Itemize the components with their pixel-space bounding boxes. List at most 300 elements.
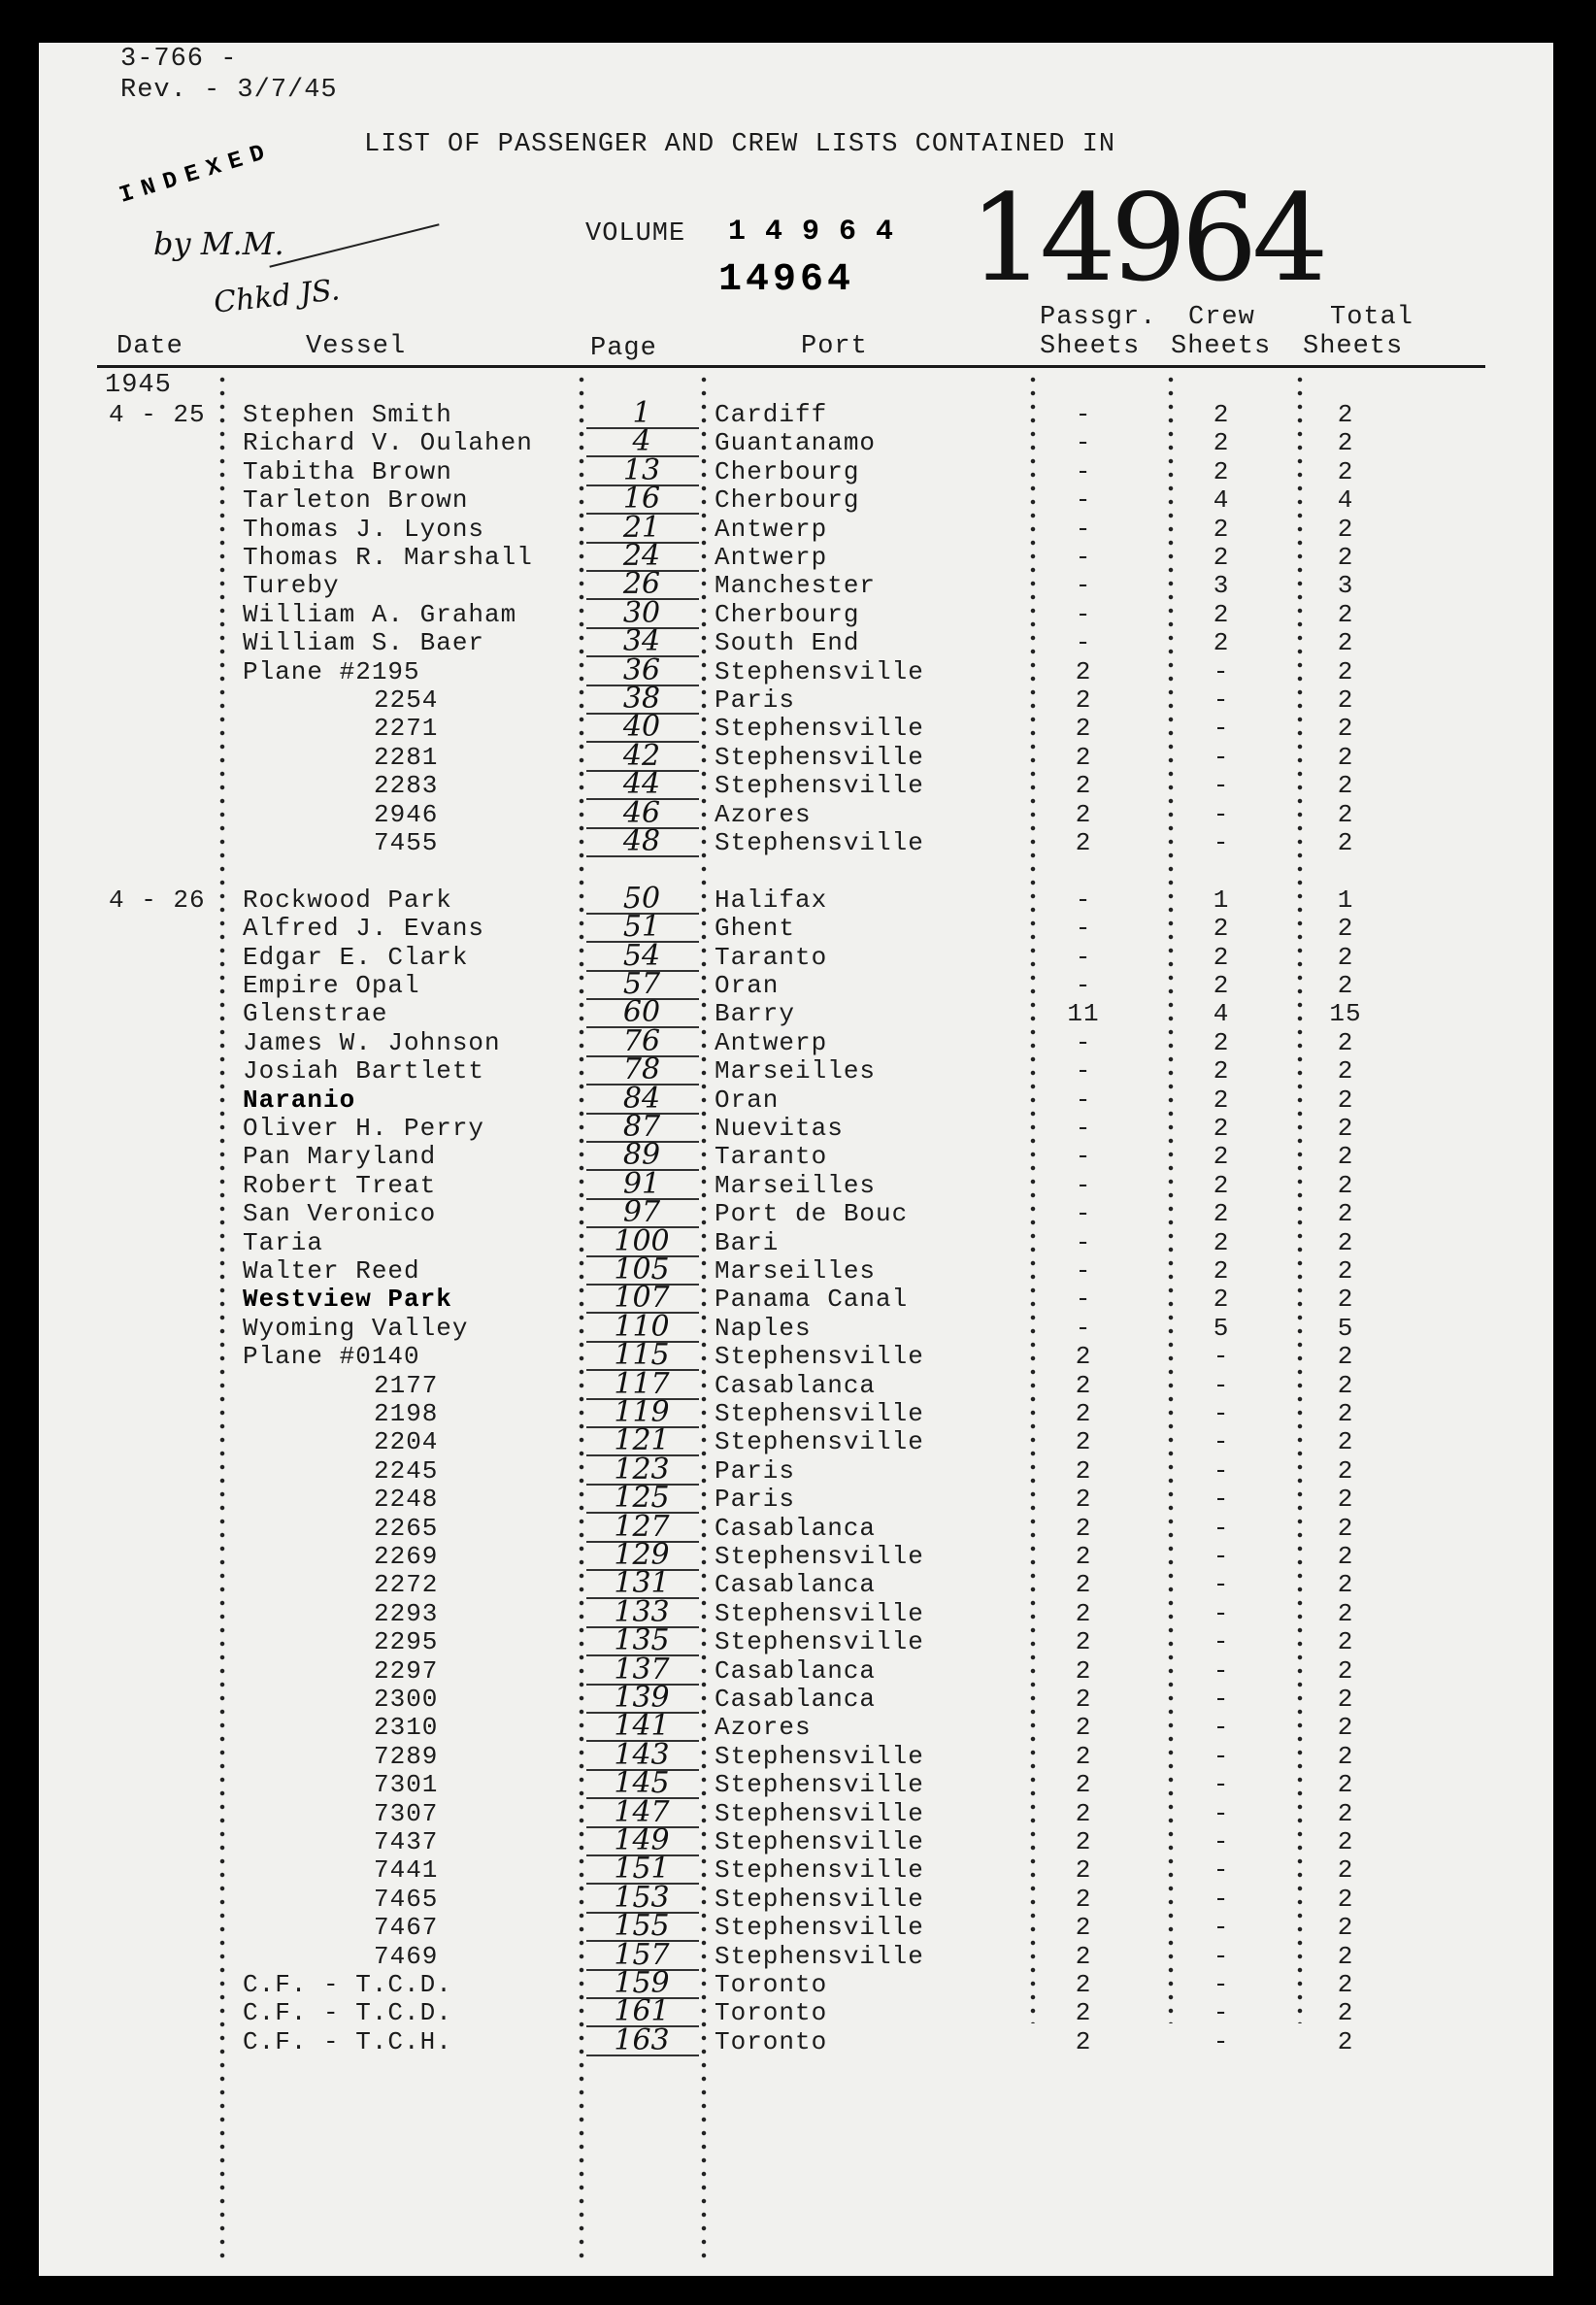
total-sheets: 2 <box>1337 599 1354 629</box>
page-number: 40 <box>622 710 661 745</box>
total-sheets: 2 <box>1337 656 1354 686</box>
port-name: Guantanamo <box>715 428 877 458</box>
port-name: Barry <box>715 999 796 1029</box>
total-sheets: 2 <box>1337 1399 1354 1428</box>
passenger-column-dots <box>1030 373 1036 2023</box>
total-sheets: 2 <box>1337 828 1354 857</box>
total-sheets: 2 <box>1337 1655 1354 1686</box>
crew-sheets: 2 <box>1213 971 1230 1000</box>
passenger-sheets: - <box>1075 1313 1092 1343</box>
total-sheets: 2 <box>1337 1627 1354 1657</box>
total-sheets: 2 <box>1337 799 1354 829</box>
port-name: Stephensville <box>715 1770 924 1800</box>
crew-sheets: - <box>1213 2026 1230 2056</box>
page-number: 163 <box>614 2022 670 2057</box>
crew-sheets: - <box>1213 1513 1230 1543</box>
port-name: Paris <box>715 685 796 715</box>
page-number: 153 <box>614 1880 670 1915</box>
port-name: Port de Bouc <box>715 1199 909 1229</box>
passenger-sheets: - <box>1075 599 1092 629</box>
crew-sheets: 2 <box>1213 942 1230 972</box>
total-sheets: 2 <box>1337 1598 1354 1628</box>
crew-sheets: 2 <box>1213 543 1230 572</box>
vessel-name: Tarleton Brown <box>243 485 469 516</box>
vessel-name: Robert Treat <box>243 1170 437 1200</box>
passenger-sheets: - <box>1075 1199 1092 1229</box>
crew-sheets: 2 <box>1213 456 1230 486</box>
crew-sheets: 4 <box>1213 999 1230 1029</box>
passenger-sheets: - <box>1075 971 1092 1000</box>
page-number: 155 <box>614 1909 670 1944</box>
vessel-name: 2272 <box>374 1570 439 1600</box>
crew-sheets: 2 <box>1213 1085 1230 1115</box>
passenger-sheets: 2 <box>1075 828 1092 857</box>
page-number: 157 <box>614 1937 670 1972</box>
page-number: 145 <box>614 1766 670 1801</box>
total-sheets: 2 <box>1337 1770 1354 1800</box>
page-number: 137 <box>614 1652 670 1687</box>
passenger-sheets: 2 <box>1075 1713 1092 1743</box>
total-sheets: 2 <box>1337 714 1354 744</box>
page-number: 127 <box>614 1509 670 1544</box>
total-sheets: 2 <box>1337 942 1354 972</box>
passenger-sheets: 2 <box>1075 1913 1092 1943</box>
page-number: 54 <box>622 938 661 973</box>
vessel-name: 7441 <box>374 1855 439 1886</box>
vessel-name: 7301 <box>374 1770 439 1800</box>
passenger-sheets: 2 <box>1075 1798 1092 1828</box>
port-name: Stephensville <box>715 1542 924 1571</box>
col-total-sheets-l1: Total <box>1330 303 1414 332</box>
page-number: 50 <box>622 881 661 916</box>
passenger-sheets: - <box>1075 400 1092 429</box>
indexed-stamp: INDEXED <box>116 138 277 210</box>
page-column-dots-left <box>579 373 584 2266</box>
vessel-name: Empire Opal <box>243 971 420 1000</box>
passenger-sheets: - <box>1075 1142 1092 1172</box>
total-sheets: 2 <box>1337 1027 1354 1057</box>
total-sheets: 2 <box>1337 1199 1354 1229</box>
total-sheets: 2 <box>1337 1342 1354 1372</box>
vessel-name: C.F. - T.C.D. <box>243 1970 452 1999</box>
page-number: 141 <box>614 1709 670 1744</box>
total-sheets: 2 <box>1337 1056 1354 1086</box>
crew-sheets: 1 <box>1213 885 1230 915</box>
page-number: 100 <box>614 1223 670 1258</box>
volume-handwritten-number: 14964 <box>969 169 1323 309</box>
port-name: Marseilles <box>715 1256 877 1286</box>
passenger-sheets: - <box>1075 1227 1092 1257</box>
crew-sheets: 2 <box>1213 1256 1230 1286</box>
total-sheets: 2 <box>1337 1285 1354 1315</box>
crew-sheets: 2 <box>1213 514 1230 544</box>
crew-sheets: - <box>1213 799 1230 829</box>
crew-sheets: - <box>1213 1342 1230 1372</box>
total-sheets: 2 <box>1337 742 1354 772</box>
passenger-sheets: 2 <box>1075 1827 1092 1856</box>
port-name: Panama Canal <box>715 1285 909 1315</box>
port-name: Stephensville <box>715 771 924 801</box>
port-name: Stephensville <box>715 1342 924 1372</box>
total-sheets: 2 <box>1337 914 1354 944</box>
passenger-sheets: 2 <box>1075 1455 1092 1486</box>
vessel-name: Walter Reed <box>243 1256 420 1286</box>
vessel-name: 7455 <box>374 828 439 857</box>
total-sheets: 2 <box>1337 971 1354 1000</box>
vessel-name: San Veronico <box>243 1199 437 1229</box>
passenger-sheets: - <box>1075 628 1092 658</box>
vessel-name: Richard V. Oulahen <box>243 428 533 458</box>
port-name: Stephensville <box>715 1855 924 1886</box>
vessel-name: 2204 <box>374 1427 439 1457</box>
page-number: 117 <box>614 1366 670 1401</box>
crew-sheets: 2 <box>1213 1285 1230 1315</box>
passenger-sheets: - <box>1075 428 1092 458</box>
total-sheets: 2 <box>1337 1970 1354 1999</box>
vessel-name: Naranio <box>243 1085 356 1115</box>
page-number: 107 <box>614 1281 670 1316</box>
vessel-name: Tureby <box>243 571 340 601</box>
total-sheets: 2 <box>1337 428 1354 458</box>
passenger-sheets: 2 <box>1075 1655 1092 1686</box>
port-name: Stephensville <box>715 828 924 857</box>
passenger-sheets: 2 <box>1075 1542 1092 1571</box>
volume-stamp-number: 14964 <box>718 258 855 302</box>
total-sheets: 2 <box>1337 1256 1354 1286</box>
total-sheets: 1 <box>1337 885 1354 915</box>
header-rule <box>97 365 1485 368</box>
crew-sheets: 2 <box>1213 1170 1230 1200</box>
total-sheets: 2 <box>1337 1685 1354 1714</box>
col-vessel: Vessel <box>306 332 407 361</box>
page-number: 24 <box>622 539 661 573</box>
total-sheets: 15 <box>1329 999 1362 1029</box>
vessel-name: Pan Maryland <box>243 1142 437 1172</box>
passenger-sheets: 2 <box>1075 1342 1092 1372</box>
col-total-sheets-l2: Sheets <box>1303 332 1404 361</box>
page-number: 76 <box>622 1023 661 1058</box>
port-name: Oran <box>715 1085 780 1115</box>
total-sheets: 4 <box>1337 485 1354 516</box>
page-number: 147 <box>614 1794 670 1829</box>
page-number: 60 <box>622 995 661 1030</box>
passenger-sheets: 2 <box>1075 1998 1092 2028</box>
vessel-name: Thomas J. Lyons <box>243 514 485 544</box>
total-sheets: 2 <box>1337 514 1354 544</box>
passenger-sheets: - <box>1075 571 1092 601</box>
total-sheets: 3 <box>1337 571 1354 601</box>
total-sheets: 2 <box>1337 1485 1354 1515</box>
passenger-sheets: - <box>1075 1114 1092 1143</box>
port-name: Nuevitas <box>715 1114 844 1143</box>
vessel-name: 7465 <box>374 1884 439 1914</box>
total-sheets: 2 <box>1337 1798 1354 1828</box>
crew-sheets: - <box>1213 1570 1230 1600</box>
crew-sheets: 2 <box>1213 1227 1230 1257</box>
vessel-name: 7467 <box>374 1913 439 1943</box>
passenger-sheets: 2 <box>1075 799 1092 829</box>
vessel-name: Stephen Smith <box>243 400 452 429</box>
port-name: Stephensville <box>715 1598 924 1628</box>
document-title: LIST OF PASSENGER AND CREW LISTS CONTAINED IN <box>364 130 1116 159</box>
vessel-name: 2295 <box>374 1627 439 1657</box>
total-sheets: 2 <box>1337 628 1354 658</box>
total-sheets: 2 <box>1337 1855 1354 1886</box>
port-name: Toronto <box>715 1998 828 2028</box>
port-name: Manchester <box>715 571 877 601</box>
crew-sheets: - <box>1213 1542 1230 1571</box>
crew-sheets: - <box>1213 1685 1230 1714</box>
page-number: 4 <box>632 424 651 459</box>
total-sheets: 2 <box>1337 1227 1354 1257</box>
port-name: Ghent <box>715 914 796 944</box>
page-number: 161 <box>614 1994 670 2029</box>
crew-sheets: - <box>1213 656 1230 686</box>
page-number: 119 <box>614 1395 670 1429</box>
passenger-sheets: 2 <box>1075 1685 1092 1714</box>
port-name: Cherbourg <box>715 485 860 516</box>
crew-sheets: - <box>1213 1455 1230 1486</box>
document-page <box>39 43 1553 2276</box>
crew-sheets: 2 <box>1213 1142 1230 1172</box>
passenger-sheets: 2 <box>1075 1741 1092 1771</box>
crew-sheets: 2 <box>1213 1114 1230 1143</box>
total-sheets: 2 <box>1337 1542 1354 1571</box>
page-number: 133 <box>614 1594 670 1629</box>
checked-note: Chkd JS. <box>212 273 342 320</box>
page-number: 51 <box>622 910 661 945</box>
vessel-name: Wyoming Valley <box>243 1313 469 1343</box>
vessel-name: Plane #0140 <box>243 1342 420 1372</box>
passenger-sheets: 2 <box>1075 685 1092 715</box>
passenger-sheets: - <box>1075 1256 1092 1286</box>
page-number: 115 <box>614 1338 670 1373</box>
group-date: 4 - 26 <box>109 885 206 915</box>
page-number: 159 <box>614 1966 670 2000</box>
crew-sheets: 2 <box>1213 1199 1230 1229</box>
page-number: 30 <box>622 595 661 630</box>
col-passenger-sheets-l2: Sheets <box>1040 332 1141 361</box>
page-number: 149 <box>614 1823 670 1857</box>
crew-sheets: 4 <box>1213 485 1230 516</box>
passenger-sheets: - <box>1075 456 1092 486</box>
page-number: 44 <box>622 767 661 802</box>
total-sheets: 2 <box>1337 400 1354 429</box>
crew-sheets: - <box>1213 1598 1230 1628</box>
crew-sheets: - <box>1213 1827 1230 1856</box>
passenger-sheets: - <box>1075 1085 1092 1115</box>
page-number: 105 <box>614 1253 670 1286</box>
port-name: Cardiff <box>715 400 828 429</box>
page-number: 57 <box>622 967 661 1001</box>
vessel-column-dots <box>219 373 225 2266</box>
page-number: 143 <box>614 1737 670 1772</box>
crew-sheets: 2 <box>1213 914 1230 944</box>
crew-sheets: 2 <box>1213 400 1230 429</box>
passenger-sheets: 2 <box>1075 1770 1092 1800</box>
page-number: 36 <box>622 652 661 687</box>
port-name: South End <box>715 628 860 658</box>
port-name: Casablanca <box>715 1655 877 1686</box>
crew-sheets: - <box>1213 1970 1230 1999</box>
page-number: 84 <box>622 1081 661 1116</box>
total-sheets: 2 <box>1337 1513 1354 1543</box>
port-name: Azores <box>715 799 812 829</box>
passenger-sheets: - <box>1075 1027 1092 1057</box>
total-sheets: 2 <box>1337 1370 1354 1400</box>
crew-sheets: - <box>1213 1884 1230 1914</box>
vessel-name: C.F. - T.C.D. <box>243 1998 452 2028</box>
port-name: Toronto <box>715 2026 828 2056</box>
crew-column-dots <box>1168 373 1174 2023</box>
page-column-dots-right <box>701 373 707 2266</box>
vessel-name: William A. Graham <box>243 599 517 629</box>
total-sheets: 2 <box>1337 1114 1354 1143</box>
passenger-sheets: 2 <box>1075 1884 1092 1914</box>
passenger-sheets: 2 <box>1075 1970 1092 1999</box>
page-number: 91 <box>622 1166 661 1201</box>
crew-sheets: 2 <box>1213 628 1230 658</box>
crew-sheets: - <box>1213 742 1230 772</box>
port-name: Cherbourg <box>715 599 860 629</box>
indexed-by-note: by M.M. <box>153 225 284 262</box>
passenger-sheets: 2 <box>1075 1399 1092 1428</box>
page-number: 1 <box>632 396 651 430</box>
vessel-name: 7469 <box>374 1941 439 1971</box>
vessel-name: Westview Park <box>243 1285 452 1315</box>
port-name: Stephensville <box>715 656 924 686</box>
vessel-name: Taria <box>243 1227 324 1257</box>
crew-sheets: - <box>1213 771 1230 801</box>
crew-sheets: - <box>1213 828 1230 857</box>
crew-sheets: - <box>1213 1941 1230 1971</box>
crew-sheets: - <box>1213 1998 1230 2028</box>
vessel-name: 2293 <box>374 1598 439 1628</box>
passenger-sheets: 2 <box>1075 1941 1092 1971</box>
total-sheets: 2 <box>1337 1142 1354 1172</box>
total-sheets: 2 <box>1337 1884 1354 1914</box>
col-page: Page <box>590 334 657 363</box>
port-name: Toronto <box>715 1970 828 1999</box>
col-crew-sheets-l1: Crew <box>1188 303 1255 332</box>
crew-sheets: - <box>1213 1913 1230 1943</box>
port-name: Halifax <box>715 885 828 915</box>
total-sheets: 2 <box>1337 1570 1354 1600</box>
port-name: Stephensville <box>715 1627 924 1657</box>
vessel-name: Rockwood Park <box>243 885 452 915</box>
crew-sheets: - <box>1213 1798 1230 1828</box>
port-name: Azores <box>715 1713 812 1743</box>
port-name: Marseilles <box>715 1056 877 1086</box>
vessel-name: James W. Johnson <box>243 1027 501 1057</box>
vessel-name: 2269 <box>374 1542 439 1571</box>
page-number: 38 <box>622 682 661 716</box>
port-name: Antwerp <box>715 1027 828 1057</box>
crew-sheets: 2 <box>1213 1056 1230 1086</box>
vessel-name: 7307 <box>374 1798 439 1828</box>
passenger-sheets: 2 <box>1075 1427 1092 1457</box>
page-number: 125 <box>614 1481 670 1516</box>
page-number: 46 <box>622 795 661 830</box>
total-sheets: 2 <box>1337 1913 1354 1943</box>
page-number: 97 <box>622 1195 661 1230</box>
passenger-sheets: 11 <box>1067 999 1100 1029</box>
page-number: 16 <box>622 482 661 517</box>
crew-sheets: - <box>1213 714 1230 744</box>
vessel-name: 2254 <box>374 685 439 715</box>
port-name: Casablanca <box>715 1513 877 1543</box>
page-number: 139 <box>614 1681 670 1715</box>
total-sheets: 2 <box>1337 685 1354 715</box>
page-number: 34 <box>622 624 661 659</box>
port-name: Stephensville <box>715 1741 924 1771</box>
vessel-name: Oliver H. Perry <box>243 1114 485 1143</box>
port-name: Marseilles <box>715 1170 877 1200</box>
crew-sheets: - <box>1213 1427 1230 1457</box>
vessel-name: Plane #2195 <box>243 656 420 686</box>
form-number: 3-766 - <box>120 45 238 74</box>
vessel-name: 7437 <box>374 1827 439 1856</box>
port-name: Stephensville <box>715 714 924 744</box>
crew-sheets: - <box>1213 1713 1230 1743</box>
handwritten-stroke <box>269 223 439 267</box>
crew-sheets: - <box>1213 1770 1230 1800</box>
port-name: Antwerp <box>715 514 828 544</box>
page-number: 121 <box>614 1423 670 1458</box>
port-name: Bari <box>715 1227 780 1257</box>
port-name: Stephensville <box>715 742 924 772</box>
passenger-sheets: 2 <box>1075 771 1092 801</box>
col-crew-sheets-l2: Sheets <box>1171 332 1272 361</box>
passenger-sheets: - <box>1075 543 1092 572</box>
passenger-sheets: - <box>1075 514 1092 544</box>
port-name: Stephensville <box>715 1827 924 1856</box>
port-name: Stephensville <box>715 1884 924 1914</box>
total-sheets: 2 <box>1337 1455 1354 1486</box>
port-name: Casablanca <box>715 1685 877 1714</box>
port-name: Paris <box>715 1455 796 1486</box>
port-name: Stephensville <box>715 1941 924 1971</box>
port-name: Antwerp <box>715 543 828 572</box>
page-number: 13 <box>622 452 661 487</box>
vessel-name: 2946 <box>374 799 439 829</box>
port-name: Stephensville <box>715 1427 924 1457</box>
crew-sheets: 2 <box>1213 599 1230 629</box>
passenger-sheets: - <box>1075 1285 1092 1315</box>
passenger-sheets: 2 <box>1075 1370 1092 1400</box>
passenger-sheets: 2 <box>1075 1485 1092 1515</box>
vessel-name: William S. Baer <box>243 628 485 658</box>
total-sheets: 2 <box>1337 456 1354 486</box>
passenger-sheets: 2 <box>1075 1598 1092 1628</box>
passenger-sheets: - <box>1075 1170 1092 1200</box>
volume-label: VOLUME <box>585 219 686 249</box>
crew-sheets: - <box>1213 685 1230 715</box>
total-sheets: 2 <box>1337 543 1354 572</box>
vessel-name: Alfred J. Evans <box>243 914 485 944</box>
crew-sheets: 3 <box>1213 571 1230 601</box>
page-number: 110 <box>614 1309 670 1344</box>
vessel-name: Tabitha Brown <box>243 456 452 486</box>
passenger-sheets: 2 <box>1075 1570 1092 1600</box>
total-sheets: 2 <box>1337 1170 1354 1200</box>
port-name: Paris <box>715 1485 796 1515</box>
vessel-name: Thomas R. Marshall <box>243 543 533 572</box>
vessel-name: 2310 <box>374 1713 439 1743</box>
passenger-sheets: - <box>1075 1056 1092 1086</box>
crew-sheets: - <box>1213 1655 1230 1686</box>
crew-sheets: - <box>1213 1485 1230 1515</box>
